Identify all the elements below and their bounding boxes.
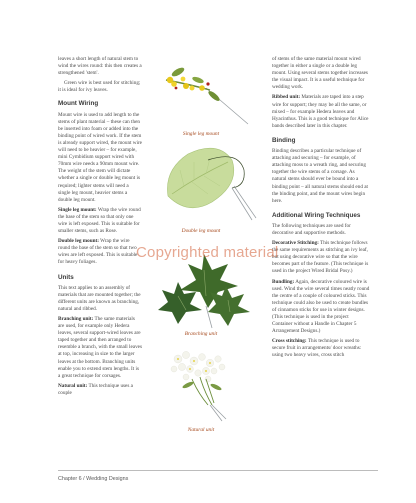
- natural-unit-photo: [148, 345, 260, 423]
- right-intro: of stems of the same material mount wired together in either a single or a double leg mount. Using several stems together increases the visual impact. It is a useful technique for wedding work.: [272, 56, 368, 91]
- ribbed-paragraph: [272, 94, 370, 129]
- ribbed-text: Materials are taped into a step wire for support; they may be all the same, or mixed – for example Hedera leaves and Hyacinthus. This is a good technique for Alice bands described later in this chapter.: [272, 94, 369, 129]
- left-column: [58, 56, 142, 400]
- bundling-text: Again, decorative coloured wire is used. Wind the wire several times neatly round the centre of a couple of coloured sticks. This technique could also be used to create bundles of cinnamon sticks for use in winter designs. (This technique is used in the project Container without a Handle in Chapter 5 Arrangement Designs.): [272, 278, 370, 335]
- natural-paragraph: [58, 383, 142, 397]
- heading-binding: Binding: [272, 136, 296, 144]
- decorative-paragraph: [272, 240, 370, 275]
- branching-term: Branching unit:: [58, 316, 94, 322]
- left-intro: leaves a short length of natural stem to wind the wires round: this then creates a strengthened 'stem'.: [58, 56, 142, 77]
- branching-paragraph: [58, 316, 142, 380]
- caption-natural: Natural unit: [187, 427, 215, 433]
- decorative-text: This technique follows the same requirements as stitching an ivy leaf, but using decorative wire so that the wire becomes part of the feature. (This technique is used in the project Wired Bridal Posy.): [272, 240, 369, 275]
- cross-text: This technique is used to secure fruit in arrangements/ door wreaths: using two heavy wires, cross stitch: [272, 338, 362, 359]
- footer-divider: [58, 470, 378, 471]
- copyright-watermark: Copyrighted material: [136, 244, 279, 261]
- heading-units: Units: [58, 273, 74, 281]
- additional-text: The following techniques are used for decorative and supportive methods.: [272, 222, 351, 236]
- cross-paragraph: [272, 338, 370, 359]
- caption-double-leg: Double leg mount: [181, 228, 221, 234]
- bundling-paragraph: [272, 279, 370, 336]
- page-footer: Chapter 6 / Wedding Designs: [58, 476, 129, 482]
- single-leg-text: Wrap the wire round the base of the stem so that only one wire is left exposed. This is suitable for smaller stems, such as Rose.: [58, 206, 141, 235]
- binding-text: Binding describes a particular technique of attaching and securing – for example, of attaching moss to a wreath ring, and securing together the wire stems of a corsage. As natural stems should ever be bound into a binding point – all natural stems should end at the binding point, and the mount wires begin here.: [272, 148, 368, 204]
- heading-mount-wiring: Mount Wiring: [58, 100, 99, 108]
- bundling-term: Bundling:: [272, 278, 295, 285]
- double-leg-term: Double leg mount:: [58, 238, 99, 245]
- ribbed-term: Ribbed unit:: [272, 94, 301, 101]
- single-leg-term: Single leg mount:: [58, 206, 97, 213]
- branching-text: The same materials are used, for example only Hedera leaves, several support-wired leaves are taped together and then arranged to resemble a branch, with the small leaves at top, increasing in size to the larger leaves at the bottom. Branching units enable you to extend stem lengths. It is a great technique for corsages.: [58, 316, 142, 379]
- cross-term: Cross stitching:: [272, 338, 307, 345]
- heading-additional-wiring: Additional Wiring Techniques: [272, 211, 361, 219]
- decorative-term: Decorative Stitching:: [272, 240, 319, 247]
- right-column: [272, 56, 370, 363]
- single-leg-paragraph: [58, 207, 142, 235]
- natural-text: This technique uses a couple: [58, 382, 133, 396]
- single-leg-mount-photo: [148, 58, 260, 128]
- units-text: This text applies to an assembly of materials that are mounted together; the different units are known as branching, natural and ribbed.: [58, 284, 141, 312]
- double-leg-paragraph: [58, 238, 142, 266]
- double-leg-text: Wrap the wire round the base of the stem so that two wires are left exposed. This is suitable for heavy foliages.: [58, 238, 138, 266]
- mount-wiring-text: Mount wire is used to add length to the stems of plant material – these can then be inserted into foam or added into the binding point of wired work. If the stem is already support wired, the mount wire will need to be heavier – for example, mini Cymbidium support wired with 70mm wire needs a 90mm mount wire. The weight of the stem will dictate whether a single or double leg mount is required; lighter stems will need a single leg mount, heavier stems a double leg mount.: [58, 111, 142, 203]
- caption-branching: Branching unit: [184, 331, 218, 337]
- caption-single-leg: Single leg mount: [182, 131, 220, 137]
- left-intro-2: Green wire is best used for stitching; it is ideal for ivy leaves.: [58, 80, 141, 94]
- double-leg-mount-photo: [148, 140, 260, 224]
- natural-term: Natural unit:: [58, 382, 88, 389]
